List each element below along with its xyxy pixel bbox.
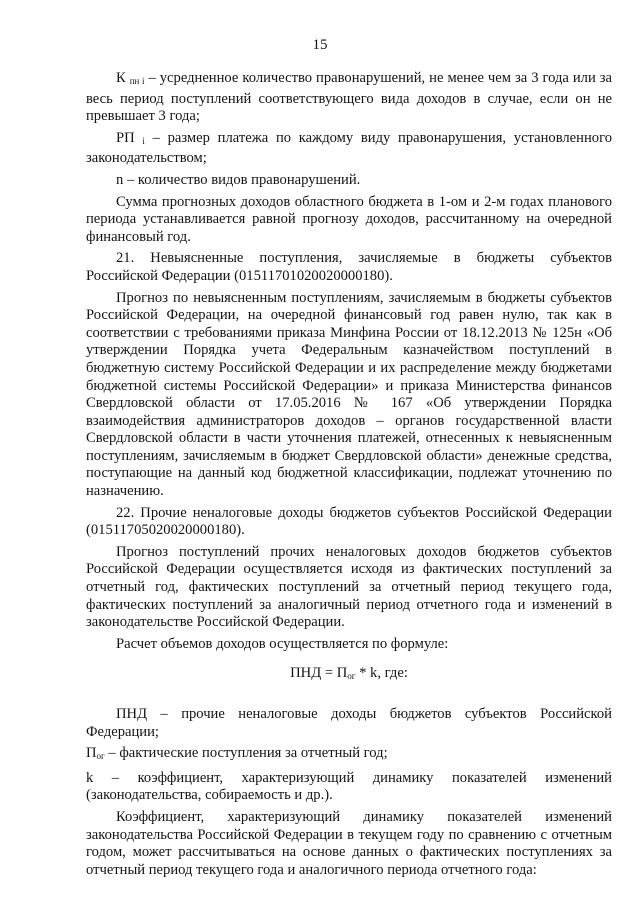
formula-rhs: * k, где: bbox=[355, 665, 408, 682]
paragraph-other-revenue-forecast: Прогноз поступлений прочих неналоговых доходов бюджетов субъектов Российской Федерации осуществляется исходя из фактических поступлений за отчетный год, фактических поступлений за отчетный период текущего года, фактических поступлений за аналогичный период отчетного года и изменений в законодательстве Российской Федерации. bbox=[86, 543, 612, 631]
subscript-pn-i: пн i bbox=[129, 76, 145, 86]
paragraph-text: – усредненное количество правонарушений, не менее чем за 3 года или за весь период поступлений соответствующего вида доходов в случае, если он не превышает 3 года; bbox=[86, 70, 612, 125]
formula-pnd bbox=[86, 665, 612, 686]
symbol-k: К bbox=[116, 70, 126, 86]
section-22-heading: 22. Прочие неналоговые доходы бюджетов субъектов Российской Федерации (01511705020020000180). bbox=[86, 504, 612, 539]
subscript-og: ог bbox=[96, 751, 105, 762]
paragraph-text: – размер платежа по каждому виду правонарушения, установленного законодательством; bbox=[86, 129, 612, 167]
paragraph-kpn-definition bbox=[86, 70, 612, 126]
paragraph-planning-period: Сумма прогнозных доходов областного бюджета в 1-ом и 2-м годах планового периода устанавливается равной прогнозу доходов, рассчитанному на очередной финансовый год. bbox=[86, 193, 612, 245]
definition-text: – фактические поступления за отчетный год; bbox=[104, 745, 388, 762]
definition-k: k – коэффициент, характеризующий динамику показателей изменений (законодательства, собираемость и др.). bbox=[86, 769, 612, 804]
formula-lhs: ПНД = П bbox=[290, 665, 348, 682]
definition-pog bbox=[86, 745, 612, 766]
paragraph-rp-definition bbox=[86, 130, 612, 168]
symbol-p: П bbox=[86, 745, 97, 762]
symbol-rp: РП bbox=[116, 129, 135, 146]
paragraph-formula-intro: Расчет объемов доходов осуществляется по формуле: bbox=[116, 635, 449, 652]
paragraph-n-definition: n – количество видов правонарушений. bbox=[116, 171, 361, 188]
subscript-i: i bbox=[142, 135, 145, 146]
page-number: 15 bbox=[312, 37, 328, 53]
document-body bbox=[86, 70, 612, 883]
definition-pnd: ПНД – прочие неналоговые доходы бюджетов субъектов Российской Федерации; bbox=[86, 706, 612, 740]
paragraph-coefficient: Коэффициент, характеризующий динамику показателей изменений законодательства Российской Федерации в текущем году по сравнению с отчетным годом, может рассчитываться на основе данных о фактических поступлениях за отчетный период текущего года и аналогичного периода отчетного года: bbox=[86, 808, 612, 878]
section-21-heading: 21. Невыясненные поступления, зачисляемые в бюджеты субъектов Российской Федерации (01511701020020000180). bbox=[86, 250, 612, 284]
formula-subscript-og: ог bbox=[347, 671, 356, 682]
paragraph-unexplained-receipts: Прогноз по невыясненным поступлениям, зачисляемым в бюджеты субъектов Российской Федерации, на очередной финансовый год равен нулю, так как в соответствии с требованиями приказа Минфина России от 18.12.2013 № 125н «Об утверждении Порядка учета Федеральным казначейством поступлений в бюджетную систему Российской Федерации и их распределение между бюджетами бюджетной системы Российской Федерации» и приказа Министерства финансов Свердловской области от 17.05.2016 № 167 «Об утверждении Порядка взаимодействия администраторов доходов – органов государственной власти Свердловской области в части уточнения платежей, отнесенных к невыясненным поступлениям, зачисляемым в бюджет Свердловской области» денежные средства, поступающие на данный код бюджетной классификации, подлежат уточнению по назначению. bbox=[86, 289, 612, 500]
